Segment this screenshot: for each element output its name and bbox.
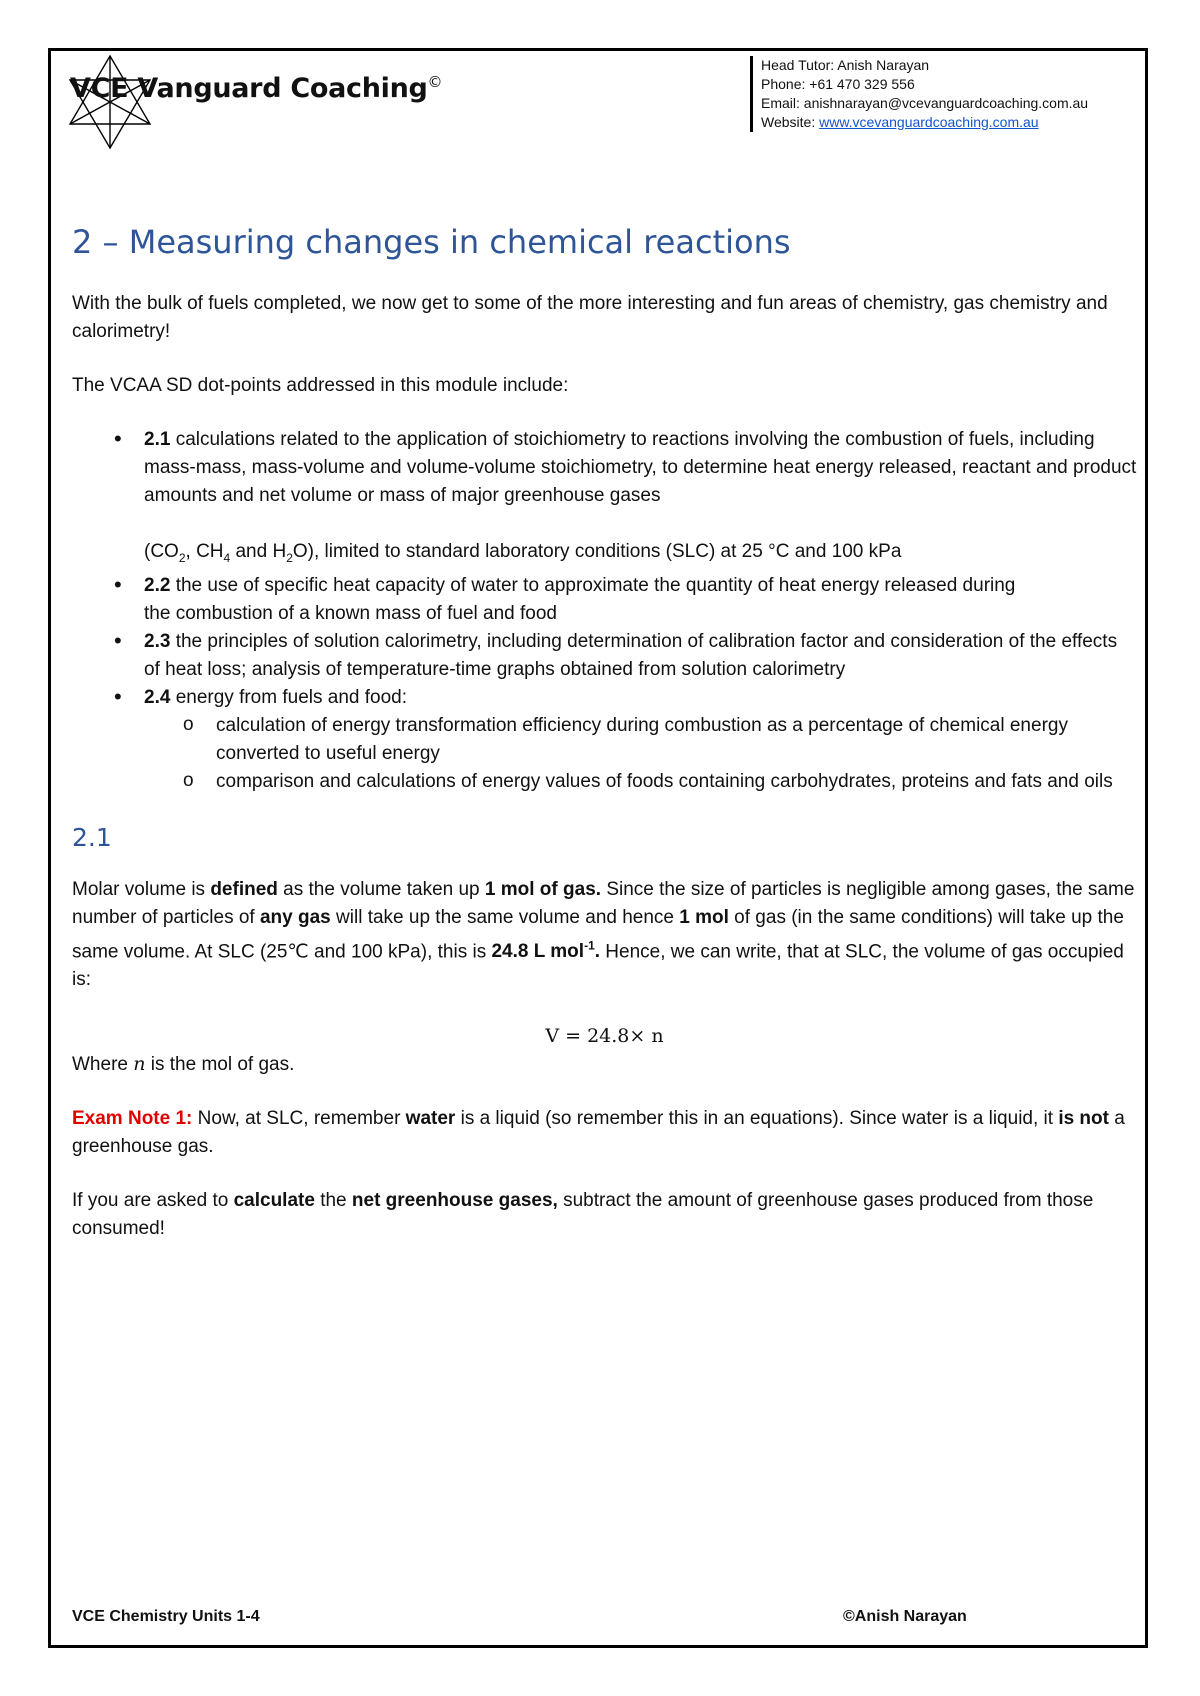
circle-bullet-icon: o <box>183 769 194 791</box>
bullet-icon: • <box>114 426 122 451</box>
dotpoint-list <box>72 426 1137 796</box>
bullet-icon: • <box>114 571 122 597</box>
circle-bullet-icon: o <box>183 713 194 735</box>
website-link[interactable]: www.vcevanguardcoaching.com.au <box>819 114 1039 130</box>
exam-note-label: Exam Note 1: <box>72 1108 193 1130</box>
intro-paragraph: With the bulk of fuels completed, we now get to some of the more interesting and fun areas of chemistry, gas chemistry and calorimetry! <box>72 293 1108 342</box>
where-line: Where n is the mol of gas. <box>72 1053 295 1076</box>
section-heading: 2.1 <box>72 822 112 852</box>
dotpoint-2-2: • 2.2 the use of specific heat capacity of water to approximate the quantity of heat energy released during the combustion of a known mass of fuel and food <box>114 571 1016 624</box>
dotpoint-2-3: • 2.3 the principles of solution calorimetry, including determination of calibration factor and consideration of the effects of heat loss; analysis of temperature-time graphs obtained from solution calorimetry <box>114 627 1118 680</box>
dotpoint-2-4: • 2.4 energy from fuels and food: o calculation of energy transformation efficiency during combustion as a percentage of chemical energy converted to useful energy o comparison and calculations of energy values of foods containing carbohydrates, proteins and fats and oils <box>144 684 1137 796</box>
sub-dotpoint-list <box>144 712 1137 796</box>
molar-volume-equation: V = 24.8× n <box>545 1025 664 1048</box>
brand-name: VCE Vanguard Coaching© <box>70 73 443 104</box>
bullet-icon: • <box>114 627 122 653</box>
phone: Phone: +61 470 329 556 <box>761 76 915 92</box>
sub-dotpoint: o comparison and calculations of energy values of foods containing carbohydrates, proteins and fats and oils <box>216 768 1137 796</box>
head-tutor: Head Tutor: Anish Narayan <box>761 57 930 73</box>
main-content <box>72 222 1137 1269</box>
bullet-icon: • <box>114 683 122 709</box>
final-paragraph: If you are asked to calculate the net greenhouse gases, subtract the amount of greenhouse gases produced from those consumed! <box>72 1190 1094 1240</box>
dotpoints-intro: The VCAA SD dot-points addressed in this module include: <box>72 375 569 396</box>
email: Email: anishnarayan@vcevanguardcoaching.com.au <box>761 95 1089 111</box>
contact-block <box>750 56 1088 132</box>
footer-copyright: ©Anish Narayan <box>843 1608 967 1625</box>
exam-note: Exam Note 1: Now, at SLC, remember water is a liquid (so remember this in an equations). Since water is a liquid, it is not a greenhouse gas. <box>72 1108 1125 1158</box>
sub-dotpoint: o calculation of energy transformation efficiency during combustion as a percentage of chemical energy converted to useful energy <box>216 712 1137 768</box>
molar-volume-paragraph: Molar volume is defined as the volume taken up 1 mol of gas. Since the size of particles is negligible among gases, the same number of particles of any gas will take up the same volume and hence 1 mol of gas (in the same conditions) will take up the same volume. At SLC (25℃ and 100 kPa), this is 24.8 L mol$^{-1}$. Hence, we can write, that at SLC, the volume of gas occupied is: <box>72 878 1135 991</box>
footer-course: VCE Chemistry Units 1-4 <box>72 1608 260 1625</box>
page-title: 2 – Measuring changes in chemical reactions <box>72 223 791 261</box>
website: Website: www.vcevanguardcoaching.com.au <box>761 114 1039 130</box>
dotpoint-2-1: • 2.1 calculations related to the application of stoichiometry to reactions involving the combustion of fuels, including mass-mass, mass-volume and volume-volume stoichiometry, to determine heat energy released, reactant and product amounts and net volume or mass of major greenhouse gases ($CO_2$, $CH_4$ and $H_2O$), limited to standard laboratory conditions (SLC) at 25 °C and 100 kPa <box>114 426 1137 565</box>
